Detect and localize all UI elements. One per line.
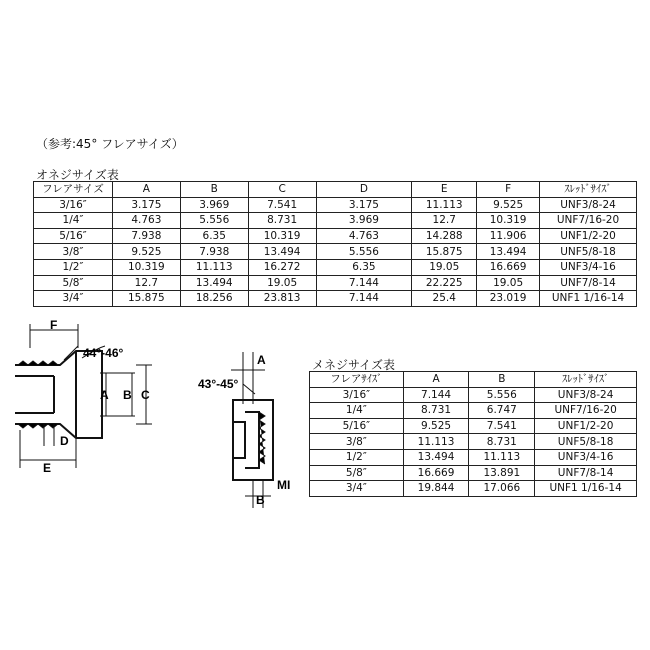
table-cell: 8.731	[469, 434, 535, 450]
dim-label-b: B	[256, 493, 265, 507]
table-cell: 10.319	[248, 228, 316, 244]
table-cell: 23.813	[248, 291, 316, 307]
column-header: B	[469, 372, 535, 388]
table-cell: 8.731	[403, 403, 469, 419]
table-cell: 16.669	[403, 465, 469, 481]
table-row	[310, 465, 637, 481]
column-header: F	[477, 182, 540, 198]
male-fitting-drawing	[10, 318, 190, 478]
table-cell: 3/8″	[34, 244, 113, 260]
table-cell: UNF5/8-18	[540, 244, 637, 260]
table-cell: UNF5/8-18	[535, 434, 637, 450]
table-cell: 7.144	[316, 291, 412, 307]
table-row	[34, 259, 637, 275]
table-cell: UNF1 1/16-14	[540, 291, 637, 307]
table-cell: 7.938	[112, 228, 180, 244]
table-cell: 10.319	[477, 213, 540, 229]
table-cell: UNF1/2-20	[540, 228, 637, 244]
table-cell: 10.319	[112, 259, 180, 275]
table-cell: 16.669	[477, 259, 540, 275]
table-cell: 9.525	[403, 418, 469, 434]
table-cell: 18.256	[180, 291, 248, 307]
table-cell: 12.7	[412, 213, 477, 229]
table-cell: UNF7/8-14	[540, 275, 637, 291]
table-cell: 22.225	[412, 275, 477, 291]
table-row	[310, 403, 637, 419]
table-cell: 17.066	[469, 481, 535, 497]
table-cell: 9.525	[477, 197, 540, 213]
dimension-lines	[231, 352, 271, 508]
dim-label-b: B	[123, 388, 132, 402]
dim-label-d: D	[60, 434, 69, 448]
table-header-row	[34, 182, 637, 198]
column-header: B	[180, 182, 248, 198]
table-cell: 11.906	[477, 228, 540, 244]
table-cell: 6.35	[316, 259, 412, 275]
table-cell: 23.019	[477, 291, 540, 307]
column-header: E	[412, 182, 477, 198]
table-cell: 3/4″	[310, 481, 404, 497]
column-header: A	[403, 372, 469, 388]
table-row	[34, 275, 637, 291]
table-cell: 19.05	[412, 259, 477, 275]
table-cell: 3/16″	[310, 387, 404, 403]
male-thread-size-table	[33, 181, 637, 307]
table-cell: 1/4″	[310, 403, 404, 419]
table-cell: 3/16″	[34, 197, 113, 213]
table-cell: 5/8″	[34, 275, 113, 291]
table-cell: 1/2″	[34, 259, 113, 275]
table-cell: 7.541	[248, 197, 316, 213]
column-header: ｽﾚｯﾄﾞｻｲｽﾞ	[535, 372, 637, 388]
table-cell: 5/16″	[34, 228, 113, 244]
table-cell: 3/8″	[310, 434, 404, 450]
table-cell: UNF7/8-14	[535, 465, 637, 481]
table-cell: 4.763	[316, 228, 412, 244]
reference-note: （参考:45° フレアサイズ）	[36, 137, 184, 151]
table-cell: 13.494	[403, 449, 469, 465]
table-cell: 5.556	[180, 213, 248, 229]
table-cell: 5/8″	[310, 465, 404, 481]
dim-label-a: A	[257, 353, 266, 367]
table-cell: 11.113	[403, 434, 469, 450]
table-row	[310, 481, 637, 497]
table-cell: 16.272	[248, 259, 316, 275]
table-cell: 3.969	[316, 213, 412, 229]
table-cell: 15.875	[112, 291, 180, 307]
table-cell: 13.891	[469, 465, 535, 481]
table-cell: 5.556	[469, 387, 535, 403]
table-row	[34, 228, 637, 244]
female-fitting-outline	[233, 400, 273, 480]
table-row	[310, 387, 637, 403]
table-cell: 7.144	[316, 275, 412, 291]
table-cell: UNF3/8-24	[535, 387, 637, 403]
table-row	[34, 291, 637, 307]
table-cell: UNF3/4-16	[540, 259, 637, 275]
table-cell: UNF3/4-16	[535, 449, 637, 465]
angle-label: 43°-45°	[198, 377, 239, 391]
table-cell: UNF1 1/16-14	[535, 481, 637, 497]
table-cell: 19.844	[403, 481, 469, 497]
table-cell: 19.05	[477, 275, 540, 291]
table-cell: 1/4″	[34, 213, 113, 229]
thread-hatching	[18, 361, 58, 428]
table-cell: 9.525	[112, 244, 180, 260]
column-header: A	[112, 182, 180, 198]
table-cell: 3.175	[112, 197, 180, 213]
table-row	[34, 244, 637, 260]
table-cell: 6.35	[180, 228, 248, 244]
table-cell: 6.747	[469, 403, 535, 419]
female-table-title: メネジサイズ表	[312, 358, 396, 372]
table-cell: 3.969	[180, 197, 248, 213]
table-cell: 7.541	[469, 418, 535, 434]
table-cell: 12.7	[112, 275, 180, 291]
table-cell: 7.938	[180, 244, 248, 260]
column-header: ｽﾚｯﾄﾞｻｲｽﾞ	[540, 182, 637, 198]
female-fitting-drawing	[195, 346, 305, 511]
column-header: C	[248, 182, 316, 198]
table-cell: 13.494	[180, 275, 248, 291]
table-cell: 15.875	[412, 244, 477, 260]
table-cell: UNF7/16-20	[535, 403, 637, 419]
table-cell: UNF1/2-20	[535, 418, 637, 434]
table-cell: UNF7/16-20	[540, 213, 637, 229]
table-cell: 5/16″	[310, 418, 404, 434]
table-header-row	[310, 372, 637, 388]
male-fitting-outline	[15, 351, 102, 438]
column-header: D	[316, 182, 412, 198]
column-header: フレアサイズ	[34, 182, 113, 198]
angle-label: 44°-46°	[83, 346, 124, 360]
table-row	[310, 418, 637, 434]
table-cell: 14.288	[412, 228, 477, 244]
table-cell: 11.113	[412, 197, 477, 213]
dim-label-f: F	[50, 318, 58, 332]
table-row	[34, 213, 637, 229]
table-cell: 13.494	[477, 244, 540, 260]
table-cell: 11.113	[180, 259, 248, 275]
table-cell: 13.494	[248, 244, 316, 260]
table-cell: 4.763	[112, 213, 180, 229]
dim-label-e: E	[43, 461, 52, 475]
table-cell: 3/4″	[34, 291, 113, 307]
dim-label-a: A	[100, 388, 109, 402]
table-row	[34, 197, 637, 213]
column-header: フレアｻｲｽﾞ	[310, 372, 404, 388]
dim-label-mi: MI	[277, 478, 291, 492]
table-cell: 3.175	[316, 197, 412, 213]
table-cell: UNF3/8-24	[540, 197, 637, 213]
table-row	[310, 434, 637, 450]
table-cell: 25.4	[412, 291, 477, 307]
table-cell: 19.05	[248, 275, 316, 291]
table-cell: 11.113	[469, 449, 535, 465]
dim-label-c: C	[141, 388, 150, 402]
male-table-title: オネジサイズ表	[36, 168, 119, 182]
female-thread-size-table	[309, 371, 637, 497]
table-cell: 8.731	[248, 213, 316, 229]
table-row	[310, 449, 637, 465]
table-cell: 7.144	[403, 387, 469, 403]
table-cell: 5.556	[316, 244, 412, 260]
table-cell: 1/2″	[310, 449, 404, 465]
